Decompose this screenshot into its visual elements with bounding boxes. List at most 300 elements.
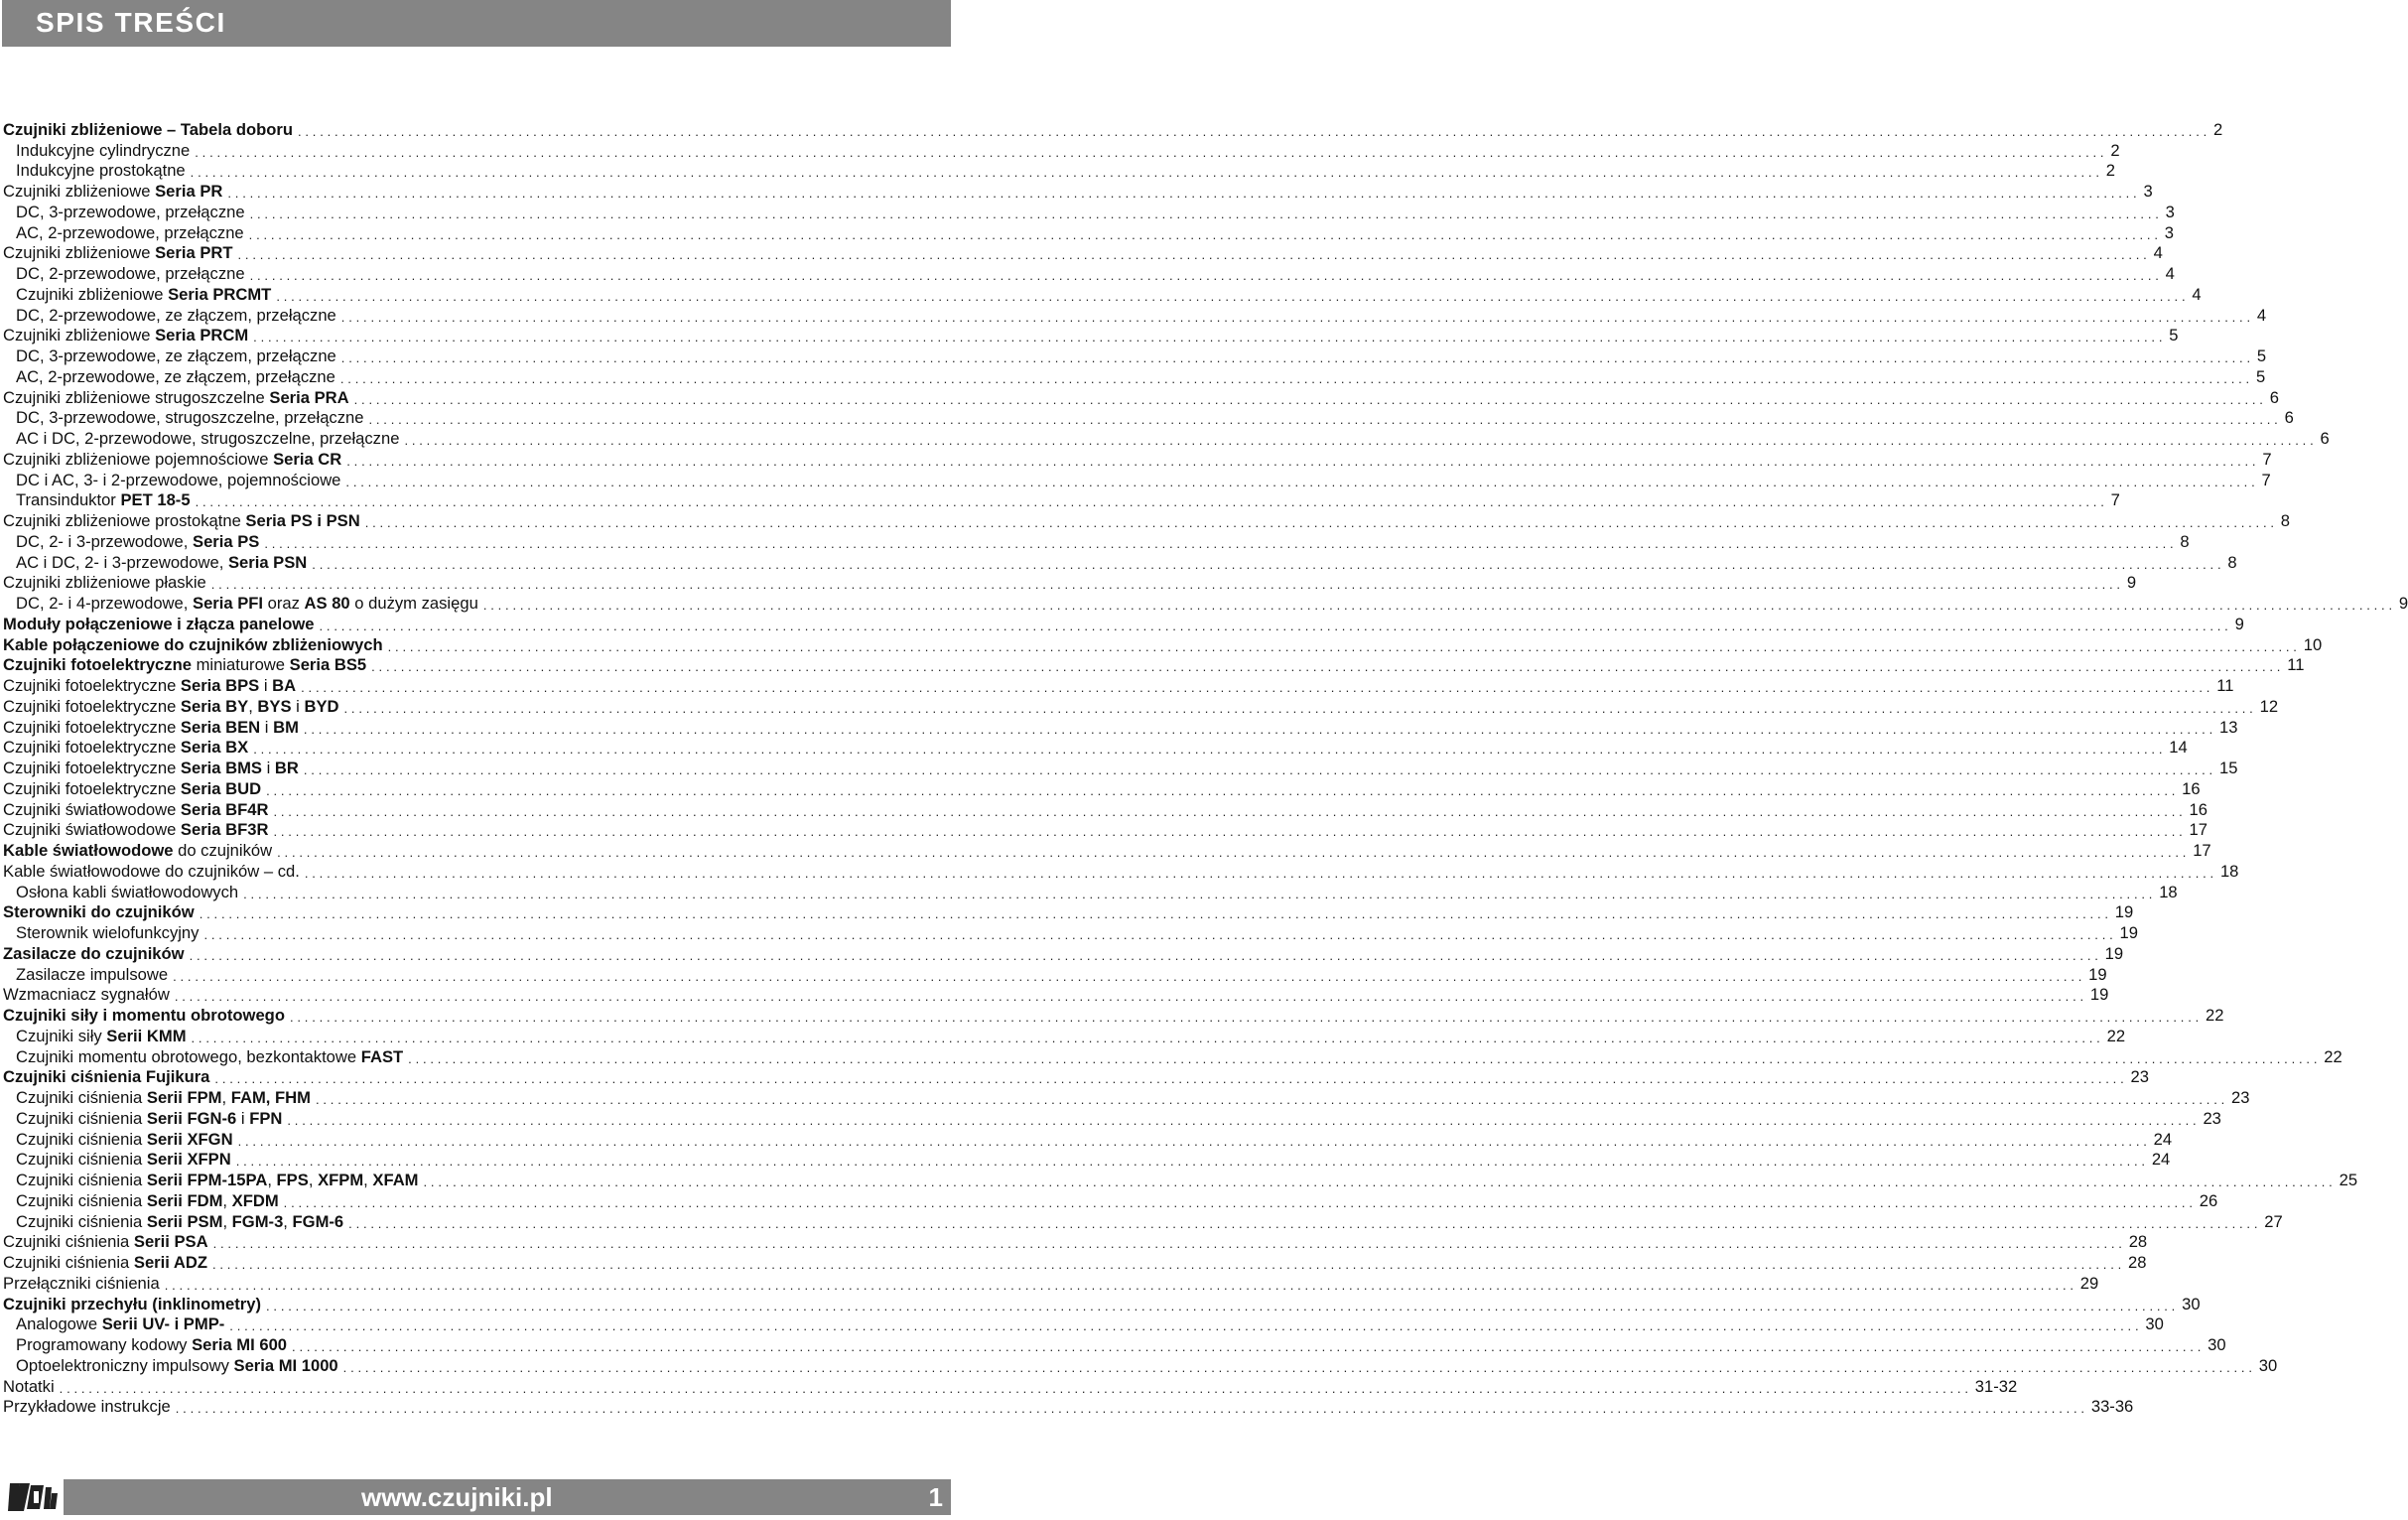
toc-entry-text: FGM-6 [292, 1211, 344, 1231]
toc-page-number: 3 [2164, 222, 2174, 242]
dot-leader: .................................................................................................................................................................................................................................................................... [195, 494, 2108, 510]
toc-page-number: 5 [2255, 366, 2266, 386]
toc-entry-text: Czujniki ciśnienia [16, 1190, 147, 1210]
toc-entry-text: Czujniki momentu obrotowego, bezkontaktowe [16, 1046, 361, 1066]
dot-leader: .................................................................................................................................................................................................................................................................... [189, 947, 2102, 963]
toc-entry[interactable] [3, 695, 2279, 716]
toc-entry-title [3, 1253, 207, 1272]
toc-page-number: 5 [2169, 326, 2179, 345]
dot-leader: .................................................................................................................................................................................................................................................................... [273, 824, 2187, 840]
dot-leader: .................................................................................................................................................................................................................................................................... [243, 886, 2157, 901]
toc-entry-title [3, 285, 271, 304]
toc-entry-text: Zasilacze impulsowe [16, 964, 169, 984]
toc-page-number: 24 [2151, 1150, 2171, 1170]
toc-entry-text: BYD [304, 696, 339, 716]
toc-entry-title [3, 1335, 287, 1354]
toc-entry-title [3, 490, 191, 509]
dot-leader: .................................................................................................................................................................................................................................................................... [203, 927, 2117, 942]
toc-entry[interactable] [3, 448, 2272, 469]
toc-page-number: 19 [2089, 985, 2109, 1005]
toc-entry-title [3, 1130, 233, 1149]
toc-entry-title [3, 1356, 338, 1375]
toc-entry-text: Serii PSA [133, 1232, 208, 1252]
toc-entry-title [3, 388, 349, 407]
toc-entry-title [3, 676, 296, 695]
toc-entry-text: Czujniki ciśnienia [16, 1108, 147, 1128]
toc-page-number: 17 [2189, 820, 2208, 840]
toc-entry-text: Transinduktor [16, 490, 121, 510]
toc-entry-text: Czujniki siły i momentu obrotowego [3, 1006, 285, 1025]
dot-leader: .................................................................................................................................................................................................................................................................... [277, 845, 2191, 860]
toc-entry-title [3, 655, 366, 674]
toc-entry-text: Czujniki fotoelektryczne [3, 778, 181, 798]
dot-leader: .................................................................................................................................................................................................................................................................... [249, 206, 2163, 221]
toc-entry[interactable] [3, 1045, 2342, 1066]
toc-page-number: 4 [2192, 284, 2202, 304]
toc-entry[interactable] [3, 1272, 2099, 1293]
toc-page-number: 6 [2320, 429, 2330, 448]
toc-entry[interactable] [3, 386, 2279, 407]
toc-page-number: 2 [2105, 161, 2115, 181]
toc-entry-text: BYS [257, 696, 292, 716]
toc-entry[interactable] [3, 1149, 2171, 1170]
toc-page-number: 9 [2126, 573, 2137, 593]
toc-page-number: 31-32 [1974, 1376, 2018, 1396]
toc-entry[interactable] [3, 1293, 2201, 1313]
toc-entry-text: Optoelektroniczny impulsowy [16, 1355, 234, 1375]
toc-entry[interactable] [3, 304, 2267, 325]
toc-entry-title [3, 615, 315, 633]
toc-entry-text: i [260, 717, 274, 737]
toc-entry[interactable] [3, 1066, 2149, 1087]
toc-page-number: 4 [2256, 305, 2267, 325]
toc-entry-text: Serii FGN-6 [146, 1108, 237, 1128]
toc-page-number: 15 [2218, 759, 2238, 777]
toc-entry-text: Seria BF3R [180, 820, 269, 840]
toc-entry-text: Seria PRCM [155, 326, 249, 345]
toc-entry-text: Notatki [3, 1376, 55, 1396]
toc-entry-text: DC, 2- i 4-przewodowe, [16, 594, 193, 613]
toc-entry-text: Seria PRA [269, 387, 349, 407]
dot-leader: .................................................................................................................................................................................................................................................................... [303, 721, 2216, 737]
toc-page-number: 4 [2165, 264, 2175, 283]
dot-leader: .................................................................................................................................................................................................................................................................... [342, 1359, 2256, 1375]
toc-entry-text: Serii FPM-15PA [146, 1171, 268, 1189]
dot-leader: .................................................................................................................................................................................................................................................................... [319, 618, 2232, 633]
dot-leader: .................................................................................................................................................................................................................................................................... [340, 309, 2254, 325]
toc-entry-text: BR [274, 759, 299, 777]
toc-entry[interactable] [3, 921, 2138, 942]
toc-entry-text: Czujniki siły [16, 1026, 107, 1045]
toc-entry[interactable] [3, 551, 2237, 572]
toc-page-number: 19 [2104, 943, 2124, 963]
toc-page-number: 22 [2106, 1026, 2126, 1045]
toc-entry-title [3, 511, 360, 530]
dot-leader: .................................................................................................................................................................................................................................................................... [214, 1071, 2128, 1087]
toc-entry[interactable] [3, 1004, 2224, 1025]
toc-entry-text: DC, 2-przewodowe, ze złączem, przełączne [16, 305, 336, 325]
toc-entry-text: Czujniki ciśnienia [16, 1211, 147, 1231]
toc-page-number: 6 [2269, 387, 2279, 407]
dot-leader: .................................................................................................................................................................................................................................................................... [315, 1092, 2229, 1107]
toc-page-number: 16 [2189, 799, 2208, 819]
toc-entry-title [3, 1274, 160, 1293]
toc-page-number: 3 [2143, 182, 2153, 201]
toc-entry[interactable] [3, 1189, 2218, 1210]
dot-leader: .................................................................................................................................................................................................................................................................... [371, 659, 2285, 675]
toc-entry-text: Seria PS i PSN [245, 511, 360, 530]
toc-entry-text: Czujniki światłowodowe [3, 820, 181, 840]
toc-entry-title [3, 346, 336, 365]
toc-page-number: 7 [2262, 449, 2272, 469]
toc-entry[interactable] [3, 180, 2153, 201]
toc-entry-title [3, 120, 293, 139]
dot-leader: .................................................................................................................................................................................................................................................................... [164, 1277, 2077, 1293]
toc-entry[interactable] [3, 139, 2120, 160]
toc-page-number: 13 [2218, 717, 2238, 737]
toc-entry[interactable] [3, 901, 2134, 922]
dot-leader: .................................................................................................................................................................................................................................................................... [235, 1154, 2149, 1170]
dot-leader: .................................................................................................................................................................................................................................................................... [229, 1318, 2143, 1334]
dot-leader: .................................................................................................................................................................................................................................................................... [211, 1257, 2126, 1272]
dot-leader: .................................................................................................................................................................................................................................................................... [304, 865, 2217, 881]
toc-entry-title [3, 862, 300, 881]
toc-entry-text: Czujniki ciśnienia Fujikura [3, 1067, 210, 1087]
table-of-contents [3, 118, 2408, 1417]
toc-entry[interactable] [3, 530, 2190, 551]
toc-entry[interactable] [3, 1333, 2226, 1354]
toc-entry-text: Serii ADZ [133, 1253, 207, 1272]
toc-entry[interactable] [3, 881, 2178, 901]
toc-entry-text: Seria BY [180, 696, 249, 716]
toc-entry-text: Moduły połączeniowe i złącza panelowe [3, 614, 315, 633]
toc-entry-text: , [221, 1088, 231, 1107]
toc-entry-text: Czujniki fotoelektryczne [3, 738, 181, 758]
toc-entry[interactable] [3, 1107, 2221, 1128]
toc-entry[interactable] [3, 798, 2208, 819]
toc-entry-title [3, 471, 340, 489]
toc-entry-title [3, 1047, 403, 1066]
toc-entry-title [3, 429, 399, 448]
toc-entry-text: Serii KMM [106, 1026, 187, 1045]
toc-page-number: 8 [2280, 511, 2291, 530]
dot-leader: .................................................................................................................................................................................................................................................................... [387, 638, 2301, 654]
toc-entry-text: Serii FPM [146, 1088, 222, 1107]
toc-entry[interactable] [3, 1396, 2134, 1417]
toc-entry-text: Seria BX [180, 738, 249, 758]
toc-entry-text: BA [272, 676, 297, 695]
dot-leader: .................................................................................................................................................................................................................................................................... [346, 453, 2260, 469]
toc-entry-text: Czujniki fotoelektryczne [3, 759, 181, 777]
dot-leader: .................................................................................................................................................................................................................................................................... [348, 1215, 2262, 1231]
toc-page-number: 12 [2259, 696, 2279, 716]
toc-page-number: 2 [2213, 119, 2223, 139]
toc-entry-title [3, 450, 341, 469]
toc-entry-text: FGM-3 [231, 1211, 284, 1231]
toc-entry-text: Serii XFPN [146, 1150, 231, 1170]
toc-page-number: 28 [2128, 1253, 2147, 1272]
toc-page-number: 19 [2088, 964, 2107, 984]
toc-entry[interactable] [3, 1210, 2283, 1231]
dot-leader: .................................................................................................................................................................................................................................................................... [292, 1339, 2206, 1354]
dot-leader: .................................................................................................................................................................................................................................................................... [237, 247, 2151, 263]
toc-entry[interactable] [3, 633, 2323, 654]
toc-entry[interactable] [3, 1313, 2164, 1334]
toc-entry-text: Seria MI 1000 [233, 1355, 338, 1375]
toc-page-number: 11 [2216, 676, 2234, 695]
toc-entry-text: miniaturowe [191, 655, 290, 675]
toc-page-number: 4 [2153, 243, 2163, 263]
toc-entry[interactable] [3, 509, 2291, 530]
website-url[interactable]: www.czujniki.pl [361, 1482, 553, 1512]
toc-page-number: 10 [2303, 634, 2323, 654]
toc-page-number: 19 [2119, 923, 2138, 942]
toc-entry[interactable] [3, 325, 2179, 345]
toc-page-number: 26 [2199, 1190, 2218, 1210]
toc-entry-title [3, 759, 299, 777]
toc-entry[interactable] [3, 283, 2202, 304]
toc-entry-title [3, 532, 259, 551]
toc-entry-title [3, 1212, 343, 1231]
toc-entry-text: Programowany kodowy [16, 1335, 193, 1354]
dot-leader: .................................................................................................................................................................................................................................................................... [339, 370, 2253, 386]
toc-entry[interactable] [3, 860, 2239, 881]
toc-entry[interactable] [3, 674, 2234, 695]
toc-entry-title [3, 985, 170, 1004]
toc-entry-text: Seria CR [273, 449, 342, 469]
toc-page-number: 30 [2145, 1314, 2164, 1334]
toc-entry-text: AC i DC, 2- i 3-przewodowe, [16, 552, 228, 572]
toc-page-number: 23 [2231, 1088, 2250, 1107]
toc-entry-text: Seria BMS [180, 759, 262, 777]
toc-entry[interactable] [3, 654, 2305, 675]
toc-entry-title [3, 1109, 282, 1128]
toc-page-number: 23 [2203, 1108, 2221, 1128]
toc-entry-text: Kable połączeniowe do czujników zbliżeniowych [3, 634, 383, 654]
toc-page-number: 9 [2398, 594, 2408, 613]
toc-entry-title [3, 1314, 224, 1333]
toc-page-number: 18 [2219, 861, 2239, 881]
toc-entry-text: Czujniki zbliżeniowe pojemnościowe [3, 449, 274, 469]
dot-leader: .................................................................................................................................................................................................................................................................... [210, 577, 2124, 593]
toc-entry-text: Seria PS [193, 531, 260, 551]
toc-entry[interactable] [3, 469, 2271, 489]
toc-entry-text: o dużym zasięgu [349, 594, 478, 613]
dot-leader: .................................................................................................................................................................................................................................................................... [368, 412, 2282, 428]
toc-entry-text: Seria MI 600 [192, 1335, 288, 1354]
dot-leader: .................................................................................................................................................................................................................................................................... [289, 1010, 2204, 1025]
toc-entry-title [3, 1150, 231, 1169]
toc-entry-title [3, 306, 336, 325]
toc-entry[interactable] [3, 427, 2330, 448]
dot-leader: .................................................................................................................................................................................................................................................................... [195, 144, 2108, 160]
dot-leader: .................................................................................................................................................................................................................................................................... [248, 226, 2162, 242]
toc-entry[interactable] [3, 613, 2244, 633]
toc-entry-title [3, 718, 299, 737]
toc-entry-text: AC, 2-przewodowe, ze złączem, przełączne [16, 366, 335, 386]
toc-entry-title [3, 883, 238, 901]
toc-entry[interactable] [3, 1354, 2278, 1375]
dot-leader: .................................................................................................................................................................................................................................................................... [482, 598, 2396, 613]
dot-leader: .................................................................................................................................................................................................................................................................... [312, 556, 2225, 572]
toc-entry-text: Indukcyjne cylindryczne [16, 140, 191, 160]
toc-entry-text: Czujniki światłowodowe [3, 799, 181, 819]
toc-entry[interactable] [3, 984, 2109, 1005]
toc-entry-text: Czujniki zbliżeniowe [16, 284, 169, 304]
toc-entry-text: Serii FDM [146, 1190, 223, 1210]
toc-page-number: 7 [2110, 490, 2120, 510]
toc-entry[interactable] [3, 1025, 2126, 1045]
page-title: SPIS TREŚCI [36, 7, 226, 38]
toc-entry-text: Czujniki zbliżeniowe strugoszczelne [3, 387, 270, 407]
toc-entry[interactable] [3, 963, 2107, 984]
toc-entry-text: Czujniki fotoelektryczne [3, 676, 181, 695]
toc-entry-text: Seria PRT [155, 243, 233, 263]
toc-entry[interactable] [3, 572, 2137, 593]
toc-page-number: 6 [2284, 408, 2294, 428]
toc-entry-text: Sterowniki do czujników [3, 902, 195, 922]
toc-entry-title [3, 553, 307, 572]
toc-entry-text: i [291, 696, 305, 716]
toc-page-number: 30 [2207, 1335, 2226, 1354]
toc-entry-text: FAM, FHM [230, 1088, 311, 1107]
toc-entry-text: Czujniki ciśnienia [16, 1088, 147, 1107]
toc-page-number: 14 [2169, 738, 2188, 758]
toc-page-number: 29 [2079, 1273, 2099, 1293]
toc-page-number: 5 [2256, 346, 2267, 365]
toc-entry-title [3, 697, 339, 716]
toc-entry[interactable] [3, 345, 2267, 365]
toc-entry-text: , [283, 1211, 293, 1231]
toc-entry-text: Czujniki ciśnienia [3, 1232, 134, 1252]
toc-entry-text: Czujniki zbliżeniowe – Tabela doboru [3, 119, 293, 139]
dot-leader: .................................................................................................................................................................................................................................................................... [175, 1401, 2088, 1417]
toc-entry-text: oraz [263, 594, 305, 613]
toc-entry[interactable] [3, 242, 2163, 263]
company-logo [4, 1479, 60, 1515]
toc-entry-text: Przełączniki ciśnienia [3, 1273, 160, 1293]
dot-leader: .................................................................................................................................................................................................................................................................... [423, 1175, 2337, 1189]
toc-entry[interactable] [3, 737, 2188, 758]
toc-entry[interactable] [3, 160, 2115, 181]
dot-leader: .................................................................................................................................................................................................................................................................... [353, 391, 2267, 407]
toc-entry-title [3, 779, 261, 798]
toc-entry[interactable] [3, 201, 2175, 221]
toc-page-number: 2 [2110, 140, 2120, 160]
toc-entry[interactable] [3, 592, 2408, 613]
toc-entry-text: Seria BF4R [180, 799, 269, 819]
toc-entry-text: FPN [249, 1108, 283, 1128]
dot-leader: .................................................................................................................................................................................................................................................................... [287, 1112, 2201, 1128]
toc-entry[interactable] [3, 1169, 2358, 1189]
toc-entry-title [3, 594, 478, 613]
toc-entry[interactable] [3, 365, 2266, 386]
toc-entry-text: Seria BEN [180, 717, 261, 737]
toc-page-number: 23 [2130, 1067, 2149, 1087]
dot-leader: .................................................................................................................................................................................................................................................................... [249, 268, 2163, 283]
toc-entry-text: , [308, 1171, 319, 1189]
toc-entry-text: Seria BUD [180, 778, 262, 798]
dot-leader: .................................................................................................................................................................................................................................................................... [212, 1236, 2126, 1252]
toc-entry[interactable] [3, 407, 2294, 428]
toc-entry-text: DC, 3-przewodowe, ze złączem, przełączne [16, 346, 336, 365]
toc-entry-text: Czujniki zbliżeniowe [3, 243, 156, 263]
toc-entry-text: Czujniki zbliżeniowe płaskie [3, 573, 206, 593]
toc-entry[interactable] [3, 1128, 2173, 1149]
toc-entry-text: Serii XFGN [146, 1129, 233, 1149]
toc-entry-text: Seria PRCMT [168, 284, 272, 304]
toc-entry-text: do czujników [173, 841, 273, 860]
toc-entry[interactable] [3, 221, 2174, 242]
toc-page-number: 11 [2287, 655, 2305, 675]
toc-page-number: 18 [2159, 882, 2178, 901]
toc-entry[interactable] [3, 942, 2124, 963]
toc-entry-title [3, 1027, 187, 1045]
toc-entry-title [3, 965, 168, 984]
toc-entry-title [3, 902, 195, 921]
toc-entry-text: Kable światłowodowe [3, 841, 174, 860]
toc-entry-text: Czujniki zbliżeniowe prostokątne [3, 511, 246, 530]
toc-entry-title [3, 820, 268, 839]
toc-entry-text: DC i AC, 3- i 2-przewodowe, pojemnościowe [16, 470, 341, 489]
toc-entry[interactable] [3, 757, 2238, 777]
toc-entry-title [3, 841, 272, 860]
toc-entry[interactable] [3, 716, 2238, 737]
toc-entry-title [3, 264, 245, 283]
toc-entry[interactable] [3, 839, 2211, 860]
toc-page-number: 22 [2324, 1046, 2342, 1066]
toc-entry-title [3, 326, 248, 345]
dot-leader: .................................................................................................................................................................................................................................................................... [276, 288, 2190, 304]
toc-entry-text: Analogowe [16, 1314, 102, 1334]
toc-entry[interactable] [3, 1231, 2148, 1252]
toc-entry[interactable] [3, 489, 2120, 510]
toc-entry-text: i [259, 676, 273, 695]
dot-leader: .................................................................................................................................................................................................................................................................... [266, 782, 2180, 798]
toc-entry-title [3, 367, 335, 386]
toc-entry-text: XFAM [372, 1171, 419, 1189]
toc-page-number: 3 [2165, 202, 2175, 221]
toc-entry[interactable] [3, 819, 2208, 840]
toc-entry[interactable] [3, 1086, 2250, 1107]
toc-entry-title [3, 923, 199, 942]
toc-entry[interactable] [3, 118, 2223, 139]
toc-entry-title [3, 223, 244, 242]
toc-entry-title [3, 1397, 171, 1416]
dot-leader: .................................................................................................................................................................................................................................................................... [266, 1298, 2180, 1313]
toc-entry-text: Serii UV- i PMP- [101, 1314, 225, 1334]
toc-page-number: 22 [2206, 1006, 2224, 1025]
toc-entry[interactable] [3, 1375, 2018, 1396]
toc-entry-text: , [363, 1171, 373, 1189]
toc-entry-title [3, 408, 363, 427]
toc-entry[interactable] [3, 262, 2175, 283]
toc-entry-text: , [222, 1190, 232, 1210]
toc-entry-title [3, 141, 190, 160]
dot-leader: .................................................................................................................................................................................................................................................................... [345, 474, 2259, 489]
toc-entry-title [3, 1232, 208, 1251]
toc-entry-title [3, 1088, 311, 1107]
toc-entry-title [3, 1067, 209, 1086]
toc-page-number: 33-36 [2090, 1397, 2134, 1417]
toc-entry-text: Indukcyjne prostokątne [16, 161, 186, 181]
toc-entry-text: DC, 3-przewodowe, przełączne [16, 202, 245, 221]
toc-entry-text: Sterownik wielofunkcyjny [16, 923, 200, 942]
toc-entry[interactable] [3, 1251, 2147, 1272]
toc-entry[interactable] [3, 777, 2201, 798]
toc-entry-title [3, 738, 248, 757]
dot-leader: .................................................................................................................................................................................................................................................................... [199, 906, 2112, 922]
